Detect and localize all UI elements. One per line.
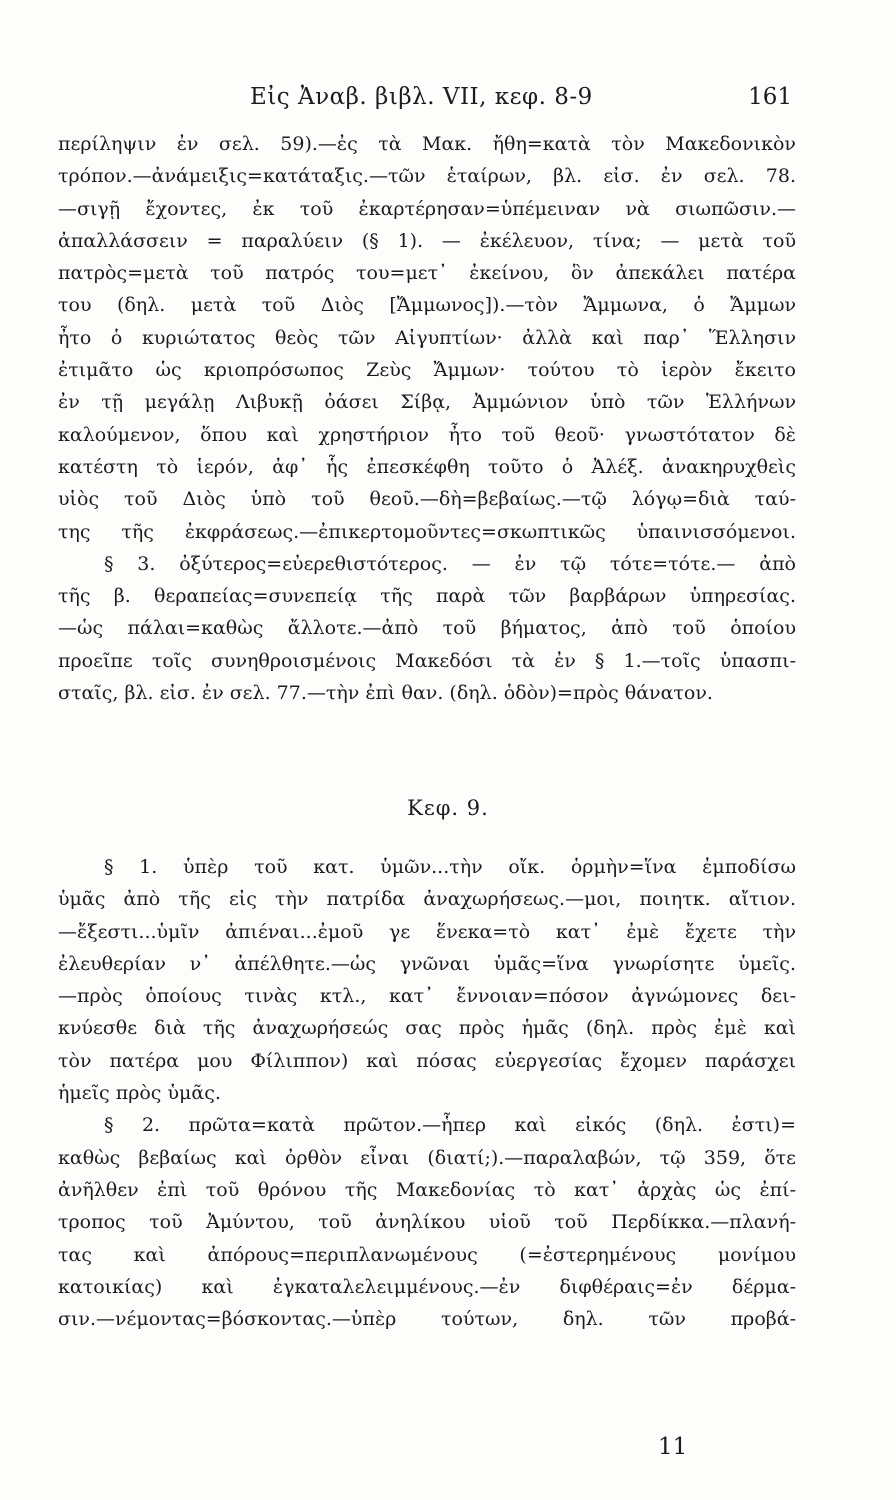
text-line: —ἔξεστι...ὑμῖν ἀπιέναι...ἐμοῦ γε ἕνεκα=τὸ κατ᾽ ἐμὲ ἔχετε τὴν	[58, 920, 796, 943]
text-line: τροπος τοῦ Ἀμύντου, τοῦ ἀνηλίκου υἱοῦ τοῦ Περδίκκα.—πλανή-	[58, 1211, 796, 1234]
text-line: ἦτο ὁ κυριώτατος θεὸς τῶν Αἰγυπτίων· ἀλλὰ καὶ παρ᾽ Ἕλλησιν	[58, 326, 796, 349]
text-line: κατέστη τὸ ἱερόν, ἀφ᾽ ἧς ἐπεσκέφθη τοῦτο ὁ Ἀλέξ. ἀνακηρυχθεὶς	[58, 455, 796, 478]
text-line: § 2. πρῶτα=κατὰ πρῶτον.—ἧπερ καὶ εἰκός (δηλ. ἐστι)=	[104, 1114, 796, 1137]
chapter-8-commentary	[58, 128, 796, 709]
text-line: κνύεσθε διὰ τῆς ἀναχωρήσεώς σας πρὸς ἡμᾶς (δηλ. πρὸς ἐμὲ καὶ	[58, 1017, 796, 1040]
page-header	[60, 84, 792, 124]
text-line: ἐλευθερίαν ν᾽ ἀπέλθητε.—ὡς γνῶναι ὑμᾶς=ἵνα γνωρίσητε ὑμεῖς.	[58, 952, 796, 975]
text-line: τρόπον.—ἀνάμειξις=κατάταξις.—τῶν ἑταίρων, βλ. εἰσ. ἐν σελ. 78.	[58, 165, 796, 188]
page-number: 161	[748, 84, 792, 110]
text-line: κατοικίας) καὶ ἐγκαταλελειμμένους.—ἐν διφθέραις=ἐν δέρμα-	[58, 1275, 796, 1298]
text-line: καθὼς βεβαίως καὶ ὀρθὸν εἶναι (διατί;).—παραλαβών, τῷ 359, ὅτε	[58, 1146, 796, 1169]
text-line: σιν.—νέμοντας=βόσκοντας.—ὑπὲρ τούτων, δηλ. τῶν προβά-	[58, 1308, 796, 1331]
signature-mark: 11	[658, 1434, 688, 1460]
text-line: καλούμενον, ὅπου καὶ χρηστήριον ἦτο τοῦ θεοῦ· γνωστότατον δὲ	[58, 423, 796, 446]
chapter-9-commentary	[58, 851, 796, 1335]
text-line: τας καὶ ἀπόρους=περιπλανωμένους (=ἐστερημένους μονίμου	[58, 1243, 796, 1266]
running-head: Εἰς Ἀναβ. βιβλ. VII, κεφ. 8-9	[250, 84, 593, 110]
text-line: περίληψιν ἐν σελ. 59).—ἐς τὰ Μακ. ἤθη=κατὰ τὸν Μακεδονικὸν	[58, 133, 796, 155]
text-line: της τῆς ἐκφράσεως.—ἐπικερτομοῦντες=σκωπτικῶς ὑπαινισσόμενοι.	[58, 520, 796, 543]
text-line: του (δηλ. μετὰ τοῦ Διὸς [Ἄμμωνος]).—τὸν Ἄμμωνα, ὁ Ἄμμων	[58, 294, 796, 317]
text-line: ἡμεῖς πρὸς ὑμᾶς.	[58, 1082, 221, 1105]
text-line: § 3. ὀξύτερος=εὐερεθιστότερος. — ἐν τῷ τότε=τότε.— ἀπὸ	[104, 552, 796, 575]
text-line: τὸν πατέρα μου Φίλιππον) καὶ πόσας εὐεργεσίας ἔχομεν παράσχει	[58, 1049, 796, 1072]
chapter-heading: Κεφ. 9.	[407, 796, 489, 820]
text-line: ἐτιμᾶτο ὡς κριοπρόσωπος Ζεὺς Ἄμμων· τούτου τὸ ἱερὸν ἔκειτο	[58, 359, 796, 382]
text-line: § 1. ὑπὲρ τοῦ κατ. ὑμῶν...τὴν οἴκ. ὁρμὴν=ἵνα ἐμποδίσω	[104, 856, 796, 878]
text-line: σταῖς, βλ. εἰσ. ἐν σελ. 77.—τὴν ἐπὶ θαν. (δηλ. ὁδὸν)=πρὸς θάνατον.	[58, 682, 713, 705]
text-line: ἐν τῇ μεγάλῃ Λιβυκῇ ὀάσει Σίβᾳ, Ἀμμώνιον ὑπὸ τῶν Ἑλλήνων	[58, 391, 796, 414]
text-line: πατρὸς=μετὰ τοῦ πατρός του=μετ᾽ ἐκείνου, ὃν ἀπεκάλει πατέρα	[58, 262, 796, 285]
text-line: —σιγῇ ἔχοντες, ἐκ τοῦ ἐκαρτέρησαν=ὑπέμειναν νὰ σιωπῶσιν.—	[58, 197, 796, 220]
text-line: τῆς β. θεραπείας=συνεπείᾳ τῆς παρὰ τῶν βαρβάρων ὑπηρεσίας.	[58, 585, 796, 608]
text-line: ἀπαλλάσσειν = παραλύειν (§ 1). — ἐκέλευον, τίνα; — μετὰ τοῦ	[58, 229, 796, 252]
text-line: ἀνῆλθεν ἐπὶ τοῦ θρόνου τῆς Μακεδονίας τὸ κατ᾽ ἀρχὰς ὡς ἐπί-	[58, 1178, 796, 1201]
text-line: ὑμᾶς ἀπὸ τῆς εἰς τὴν πατρίδα ἀναχωρήσεως.—μοι, ποιητκ. αἴτιον.	[58, 888, 796, 911]
text-line: —πρὸς ὁποίους τινὰς κτλ., κατ᾽ ἔννοιαν=πόσον ἀγνώμονες δει-	[58, 985, 796, 1008]
text-line: προεῖπε τοῖς συνηθροισμένοις Μακεδόσι τὰ ἐν § 1.—τοῖς ὑπασπι-	[58, 649, 796, 672]
text-line: —ὡς πάλαι=καθὼς ἄλλοτε.—ἀπὸ τοῦ βήματος, ἀπὸ τοῦ ὁποίου	[58, 617, 796, 640]
text-line: υἱὸς τοῦ Διὸς ὑπὸ τοῦ θεοῦ.—δὴ=βεβαίως.—τῷ λόγῳ=διὰ ταύ-	[58, 488, 796, 511]
